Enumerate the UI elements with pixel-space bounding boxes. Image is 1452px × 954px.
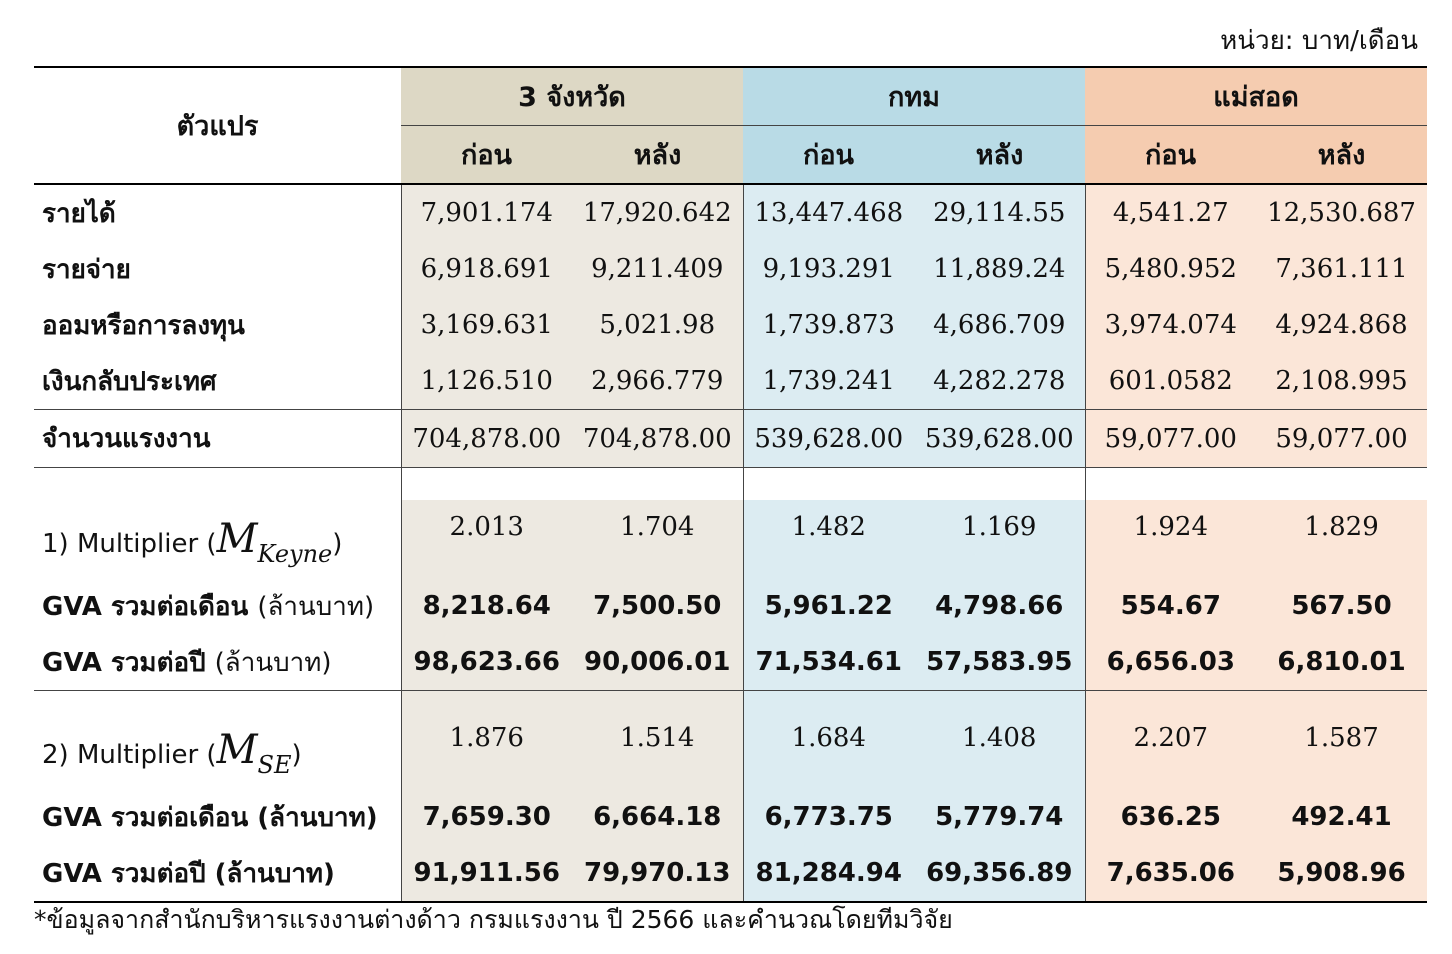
multiplier-subscript: Keyne [257,540,333,568]
header-group-maesot: แม่สอด [1085,67,1427,126]
unit-label: หน่วย: บาท/เดือน [1220,26,1418,56]
value-cell: 5,779.74 [914,789,1085,845]
row-label [34,789,401,845]
value-cell: 6,773.75 [743,789,914,845]
value-cell: 59,077.00 [1256,410,1427,468]
multiplier-close: ) [291,740,302,770]
table-row [34,353,1427,410]
header-before: ก่อน [401,126,572,185]
value-cell: 601.0582 [1085,353,1256,410]
table-row [34,241,1427,297]
value-cell: 13,447.468 [743,184,914,241]
header-before: ก่อน [743,126,914,185]
value-cell: 1.169 [914,500,1085,578]
value-cell: 3,974.074 [1085,297,1256,353]
value-cell: 704,878.00 [572,410,743,468]
value-cell: 71,534.61 [743,634,914,691]
value-cell: 1,126.510 [401,353,572,410]
value-cell: 5,021.98 [572,297,743,353]
value-cell: 7,901.174 [401,184,572,241]
gva-label: GVA รวมต่อปี (ล้านบาท) [42,858,335,889]
value-cell: 1.876 [401,711,572,789]
value-cell: 1.829 [1256,500,1427,578]
value-cell: 636.25 [1085,789,1256,845]
header-group-3-provinces: 3 จังหวัด [401,67,743,126]
row-label [34,500,401,578]
gva-unit: (ล้านบาท) [214,647,332,678]
value-cell: 7,500.50 [572,578,743,634]
gva-label: GVA รวมต่อเดือน (ล้านบาท) [42,802,378,833]
value-cell: 90,006.01 [572,634,743,691]
table-row [34,410,1427,468]
value-cell: 704,878.00 [401,410,572,468]
multiplier-row [34,500,1427,578]
spacer-row [34,691,1427,712]
value-cell: 5,480.952 [1085,241,1256,297]
row-label: จำนวนแรงงาน [34,410,401,468]
gva-label: GVA รวมต่อเดือน [42,591,249,622]
value-cell: 98,623.66 [401,634,572,691]
value-cell: 2,966.779 [572,353,743,410]
value-cell: 6,918.691 [401,241,572,297]
multiplier-label: 2) Multiplier ( [42,740,217,770]
value-cell: 554.67 [1085,578,1256,634]
header-before: ก่อน [1085,126,1256,185]
value-cell: 1,739.873 [743,297,914,353]
value-cell: 539,628.00 [914,410,1085,468]
header-group-bangkok: กทม [743,67,1085,126]
value-cell: 492.41 [1256,789,1427,845]
row-label: รายได้ [34,184,401,241]
multiplier-symbol: M [216,727,258,773]
value-cell: 7,659.30 [401,789,572,845]
value-cell: 17,920.642 [572,184,743,241]
gva-unit: (ล้านบาท) [257,591,375,622]
header-after: หลัง [914,126,1085,185]
value-cell: 539,628.00 [743,410,914,468]
row-label [34,634,401,691]
multiplier-close: ) [332,529,343,559]
data-table [34,66,1427,903]
gva-row [34,634,1427,691]
multiplier-symbol: M [216,516,258,562]
value-cell: 1.684 [743,711,914,789]
value-cell: 81,284.94 [743,845,914,902]
value-cell: 1.408 [914,711,1085,789]
value-cell: 6,664.18 [572,789,743,845]
row-label: เงินกลับประเทศ [42,366,217,397]
value-cell: 8,218.64 [401,578,572,634]
value-cell: 1.514 [572,711,743,789]
row-label [34,845,401,902]
row-label: ออมหรือการลงทุน [42,310,245,341]
value-cell: 567.50 [1256,578,1427,634]
value-cell: 6,810.01 [1256,634,1427,691]
value-cell: 1,739.241 [743,353,914,410]
value-cell: 1.704 [572,500,743,578]
value-cell: 59,077.00 [1085,410,1256,468]
footnote: *ข้อมูลจากสำนักบริหารแรงงานต่างด้าว กรมแรงงาน ปี 2566 และคำนวณโดยทีมวิจัย [34,905,953,934]
spacer-row [34,468,1427,501]
value-cell: 1.482 [743,500,914,578]
multiplier-subscript: SE [257,751,292,779]
value-cell: 69,356.89 [914,845,1085,902]
header-after: หลัง [572,126,743,185]
value-cell: 2.013 [401,500,572,578]
value-cell: 91,911.56 [401,845,572,902]
value-cell: 79,970.13 [572,845,743,902]
multiplier-label: 1) Multiplier ( [42,529,217,559]
value-cell: 4,686.709 [914,297,1085,353]
multiplier-row [34,711,1427,789]
value-cell: 1.587 [1256,711,1427,789]
value-cell: 57,583.95 [914,634,1085,691]
value-cell: 6,656.03 [1085,634,1256,691]
value-cell: 5,908.96 [1256,845,1427,902]
value-cell: 29,114.55 [914,184,1085,241]
row-label [34,711,401,789]
row-label [34,578,401,634]
header-variable: ตัวแปร [34,67,401,184]
value-cell: 12,530.687 [1256,184,1427,241]
value-cell: 2,108.995 [1256,353,1427,410]
value-cell: 4,541.27 [1085,184,1256,241]
gva-label: GVA รวมต่อปี [42,647,206,678]
gva-row [34,789,1427,845]
gva-row [34,578,1427,634]
value-cell: 4,282.278 [914,353,1085,410]
value-cell: 2.207 [1085,711,1256,789]
value-cell: 1.924 [1085,500,1256,578]
value-cell: 9,211.409 [572,241,743,297]
value-cell: 5,961.22 [743,578,914,634]
row-label: รายจ่าย [42,254,131,285]
value-cell: 9,193.291 [743,241,914,297]
value-cell: 7,635.06 [1085,845,1256,902]
value-cell: 4,924.868 [1256,297,1427,353]
value-cell: 7,361.111 [1256,241,1427,297]
gva-row [34,845,1427,902]
value-cell: 11,889.24 [914,241,1085,297]
value-cell: 3,169.631 [401,297,572,353]
value-cell: 4,798.66 [914,578,1085,634]
header-after: หลัง [1256,126,1427,185]
table-row [34,184,1427,241]
table-row [34,297,1427,353]
